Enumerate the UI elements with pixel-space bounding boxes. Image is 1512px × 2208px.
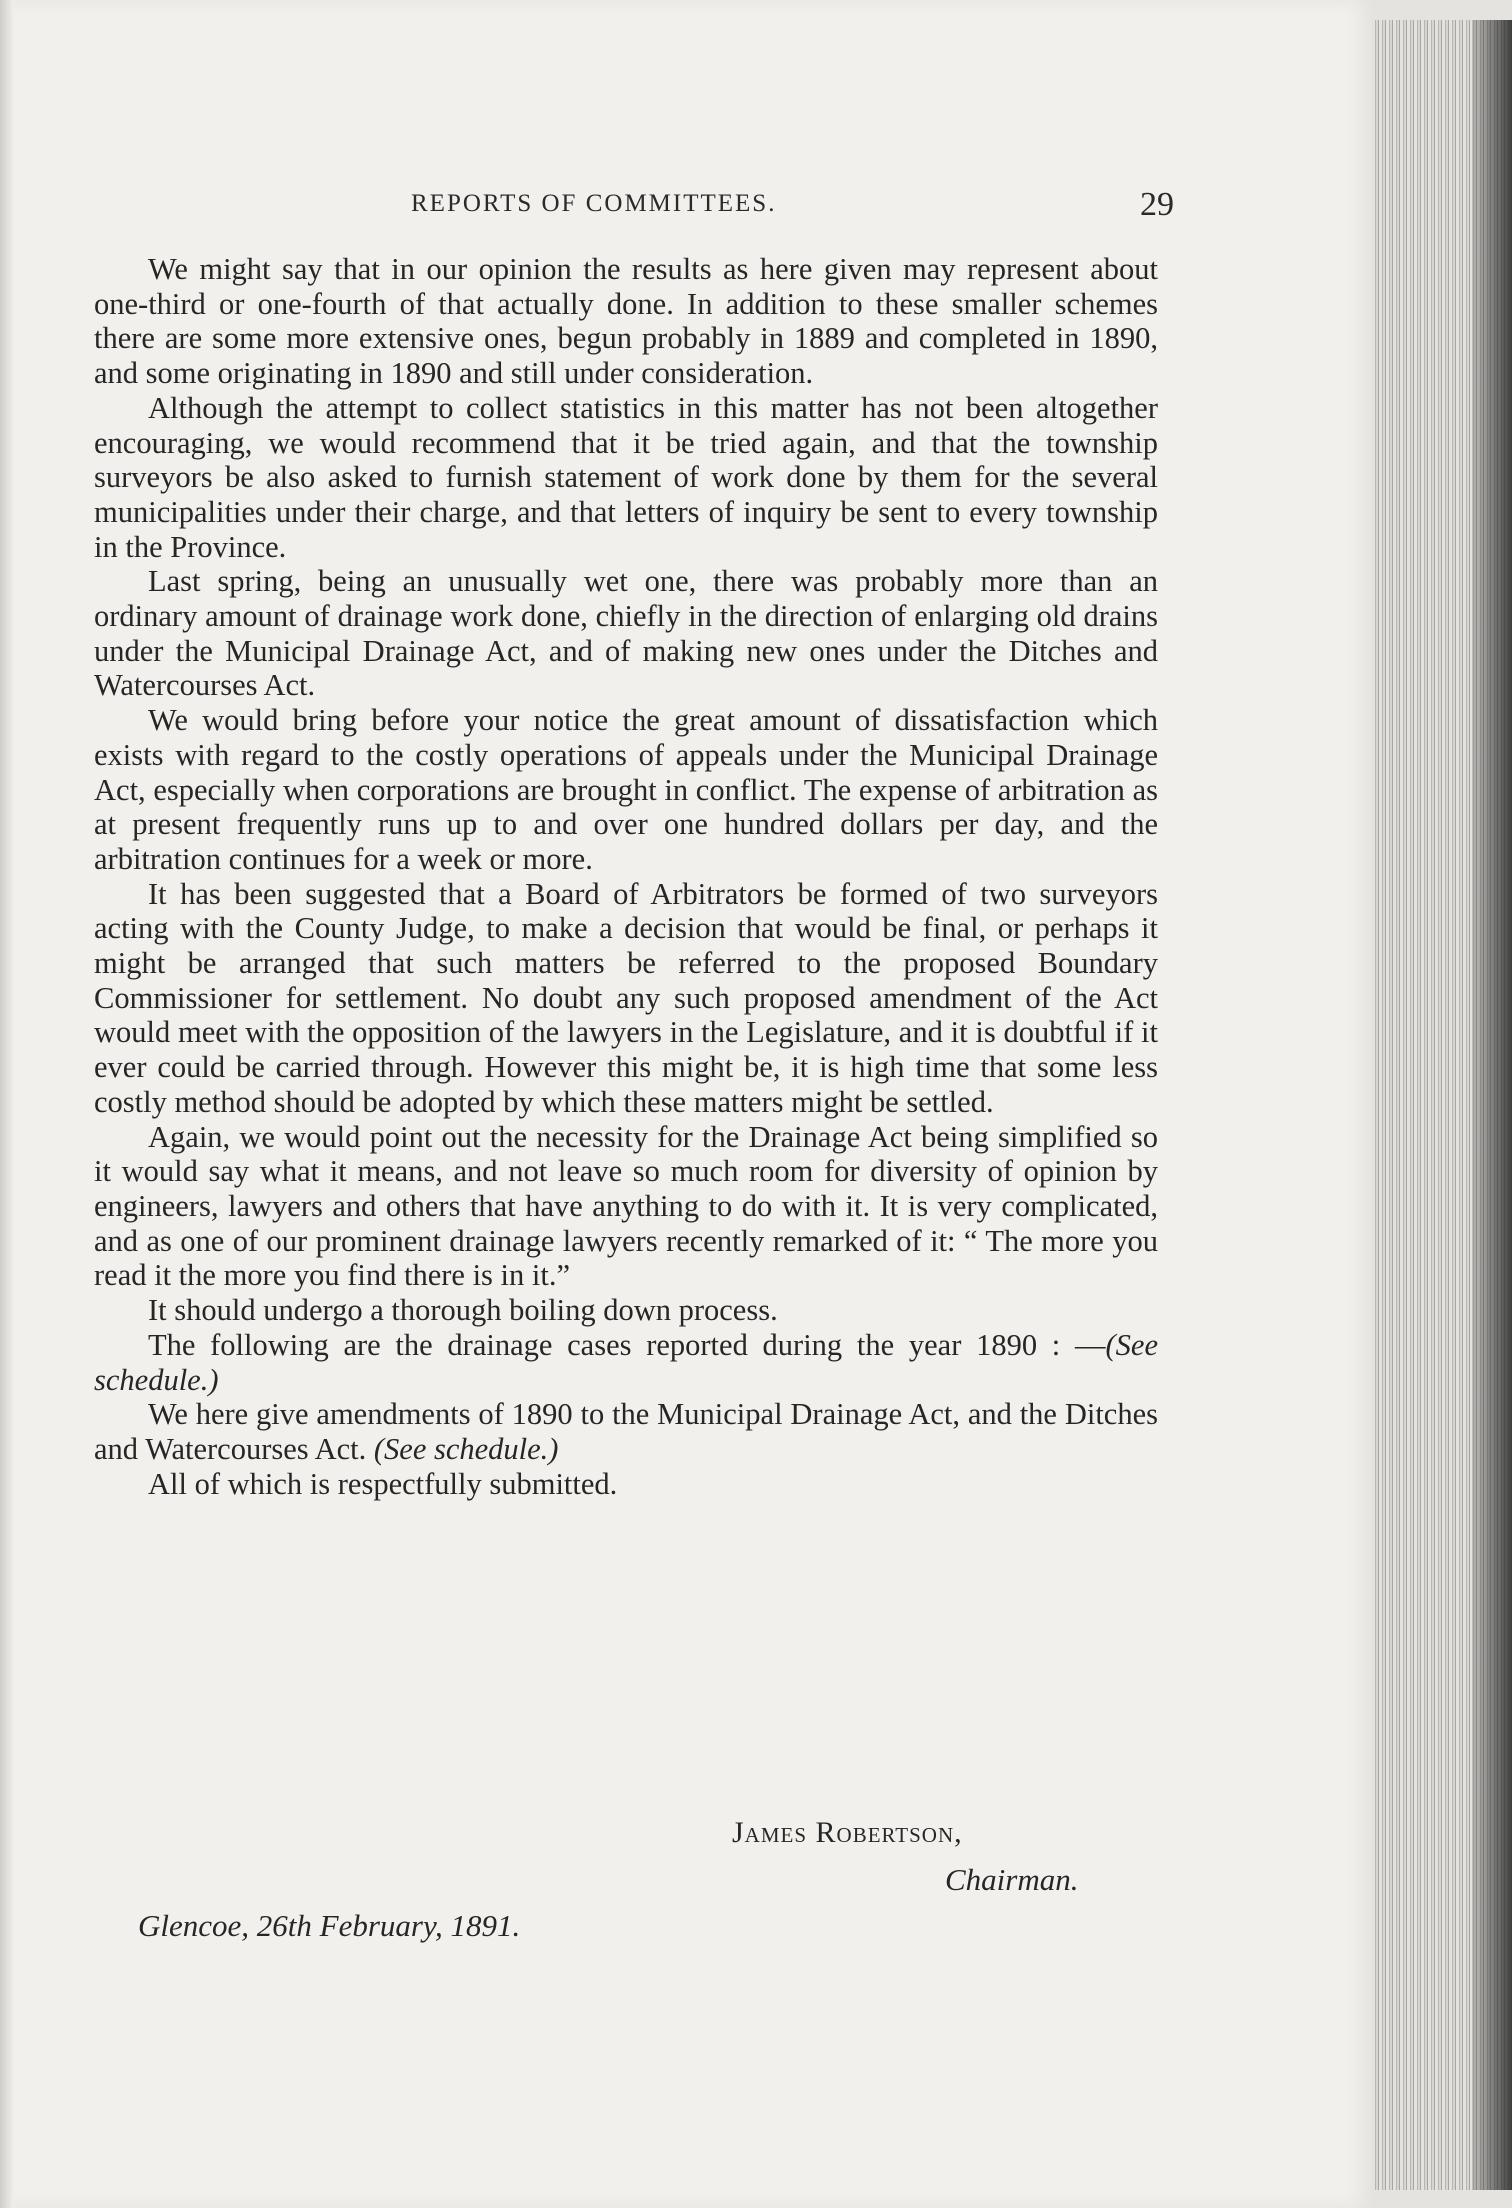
- paragraph: Although the attempt to collect statistics in this matter has not been altogether encouraging, we would recommend that it be tried again, and that the township surveyors be also asked to furnish statement of work done by them for the several municipalities under their charge, and that letters of inquiry be sent to every township in the Province.: [94, 390, 1158, 564]
- paragraph: We would bring before your notice the great amount of dissatisfaction which exists with regard to the costly operations of appeals under the Municipal Drainage Act, especially when corporations are brought in conflict. The expense of arbitration as at present frequently runs up to and over one hundred dollars per day, and the arbitration continues for a week or more.: [94, 703, 1158, 876]
- paragraph-text: The following are the drainage cases reported during the year 1890 : —: [148, 1327, 1106, 1362]
- paragraph-amendments: [94, 1397, 1158, 1466]
- signer-name: James Robertson,: [732, 1816, 963, 1849]
- place-date: Glencoe, 26th February, 1891.: [138, 1908, 521, 1943]
- closing-line: All of which is respectfully submitted.: [148, 1466, 618, 1501]
- running-head: [94, 186, 1174, 226]
- paragraph: We might say that in our opinion the results as here given may represent about one-third or one-fourth of that actually done. In addition to these smaller schemes there are some more extensive ones, begun probably in 1889 and completed in 1890, and some originating in 1890 and still under consideration.: [94, 252, 1158, 391]
- page-header-title: REPORTS OF COMMITTEES.: [411, 190, 777, 217]
- gutter-shadow: [0, 0, 14, 2208]
- paragraph: It has been suggested that a Board of Arbitrators be formed of two surveyors acting with the County Judge, to make a decision that would be final, or perhaps it might be arranged that such matters be referred to the proposed Boundary Commissioner for settlement. No doubt any such proposed amendment of the Act would meet with the opposition of the lawyers in the Legislature, and it is doubtful if it ever could be carried through. However this might be, it is high time that some less costly method should be adopted by which these matters might be settled.: [94, 876, 1158, 1119]
- paragraph: It should undergo a thorough boiling down process.: [148, 1293, 778, 1328]
- page-edges: [1372, 20, 1512, 2190]
- paragraph: Again, we would point out the necessity for the Drainage Act being simplified so it would say what it means, and not leave so much room for diversity of opinion by engineers, lawyers and others that have anything to do with it. It is very complicated, and as one of our prominent drainage lawyers recently remarked of it: “ The more you read it the more you find there is in it.”: [94, 1119, 1158, 1293]
- signer-role: Chairman.: [945, 1862, 1079, 1897]
- page-number: 29: [1140, 186, 1174, 223]
- schedule-note: (See schedule.): [94, 1327, 1158, 1397]
- report-body: [94, 252, 1158, 1501]
- schedule-note: (See schedule.): [373, 1431, 559, 1466]
- paragraph-following: [94, 1328, 1158, 1397]
- paragraph-text: We here give amendments of 1890 to the Municipal Drainage Act, and the Ditches and Watercourses Act.: [94, 1397, 1158, 1466]
- paragraph: Last spring, being an unusually wet one, there was probably more than an ordinary amount of drainage work done, chiefly in the direction of enlarging old drains under the Municipal Drainage Act, and of making new ones under the Ditches and Watercourses Act.: [94, 564, 1158, 703]
